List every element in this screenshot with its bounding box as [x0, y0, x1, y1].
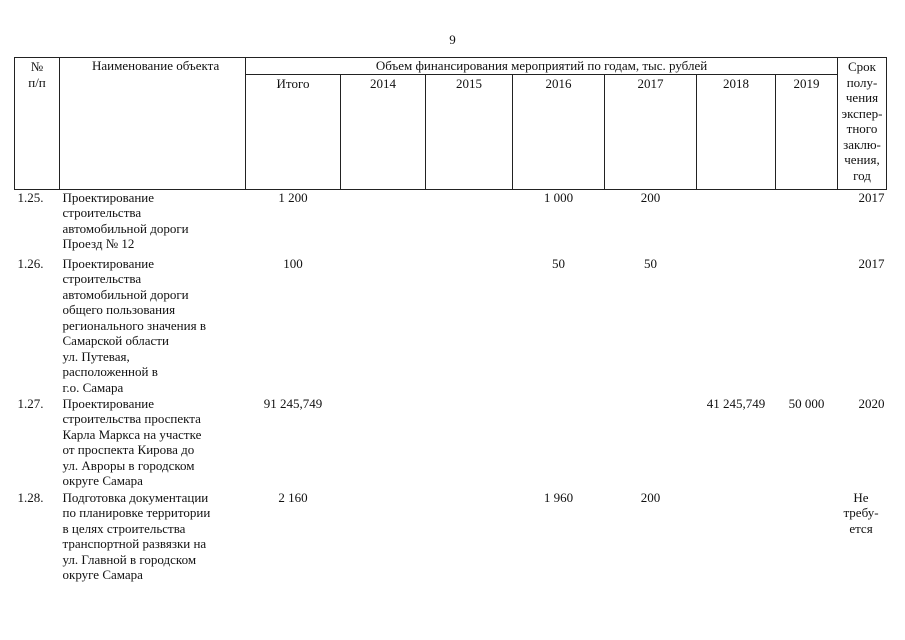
- header-year-2014: 2014: [341, 74, 426, 189]
- row-2017: 200: [640, 489, 661, 505]
- row-2014: [341, 396, 426, 490]
- row-2014: [341, 490, 426, 588]
- header-term: Срок полу- чения экспер- тного заклю- чения, год: [838, 58, 887, 190]
- table-row: [15, 256, 887, 396]
- row-2019: 50 000: [788, 395, 825, 411]
- header-name: Наименование объекта: [60, 58, 246, 190]
- header-total: Итого: [246, 74, 341, 189]
- financing-table: [14, 57, 887, 588]
- row-2017: [605, 396, 697, 490]
- row-2018: [697, 256, 776, 396]
- row-total: 2 160: [278, 489, 308, 505]
- row-2015: [426, 256, 513, 396]
- header-year-2017: 2017: [605, 74, 697, 189]
- row-term: 2017: [858, 255, 885, 271]
- row-2019: [776, 189, 838, 256]
- header-year-2015: 2015: [426, 74, 513, 189]
- row-object-name: Проектирование строительства проспекта Карла Маркса на участке от проспекта Кирова до ул. Авроры в городском округе Самара: [62, 395, 202, 488]
- header-year-2016: 2016: [513, 74, 605, 189]
- row-number: 1.25.: [17, 189, 44, 205]
- row-2016: 1 000: [543, 189, 574, 205]
- header-num: № п/п: [15, 58, 60, 190]
- row-2018: [697, 189, 776, 256]
- row-2016: [513, 396, 605, 490]
- table-row: [15, 490, 887, 588]
- header-year-2019: 2019: [776, 74, 838, 189]
- row-2014: [341, 256, 426, 396]
- header-year-2018: 2018: [697, 74, 776, 189]
- row-2019: [776, 256, 838, 396]
- row-2016: 50: [552, 255, 565, 271]
- header-financing: Объем финансирования мероприятий по годам, тыс. рублей: [246, 58, 838, 75]
- row-2016: 1 960: [543, 489, 574, 505]
- row-2019: [776, 490, 838, 588]
- row-2015: [426, 490, 513, 588]
- row-object-name: Подготовка документации по планировке территории в целях строительства транспортной развязки на ул. Главной в городском округе Самара: [62, 489, 211, 582]
- row-total: 1 200: [278, 189, 308, 205]
- row-object-name: Проектирование строительства автомобильной дороги Проезд № 12: [62, 189, 189, 251]
- row-object-name: Проектирование строительства автомобильной дороги общего пользования регионального значения в Самарской области ул. Путевая, расположенной в г.о. Самара: [62, 255, 206, 395]
- row-number: 1.26.: [17, 255, 44, 271]
- row-2018: [697, 490, 776, 588]
- row-number: 1.28.: [17, 489, 44, 505]
- row-2017: 200: [640, 189, 661, 205]
- row-term: 2017: [858, 189, 885, 205]
- row-2014: [341, 189, 426, 256]
- row-2018: 41 245,749: [706, 395, 766, 411]
- page-number: 9: [449, 32, 456, 47]
- row-2015: [426, 189, 513, 256]
- row-2017: 50: [644, 255, 657, 271]
- table-row: [15, 396, 887, 490]
- row-term: 2020: [858, 395, 885, 411]
- table-row: [15, 189, 887, 256]
- row-term: Не требу- ется: [843, 489, 879, 536]
- row-total: 100: [283, 255, 303, 271]
- row-total: 91 245,749: [263, 395, 323, 411]
- row-2015: [426, 396, 513, 490]
- row-number: 1.27.: [17, 395, 44, 411]
